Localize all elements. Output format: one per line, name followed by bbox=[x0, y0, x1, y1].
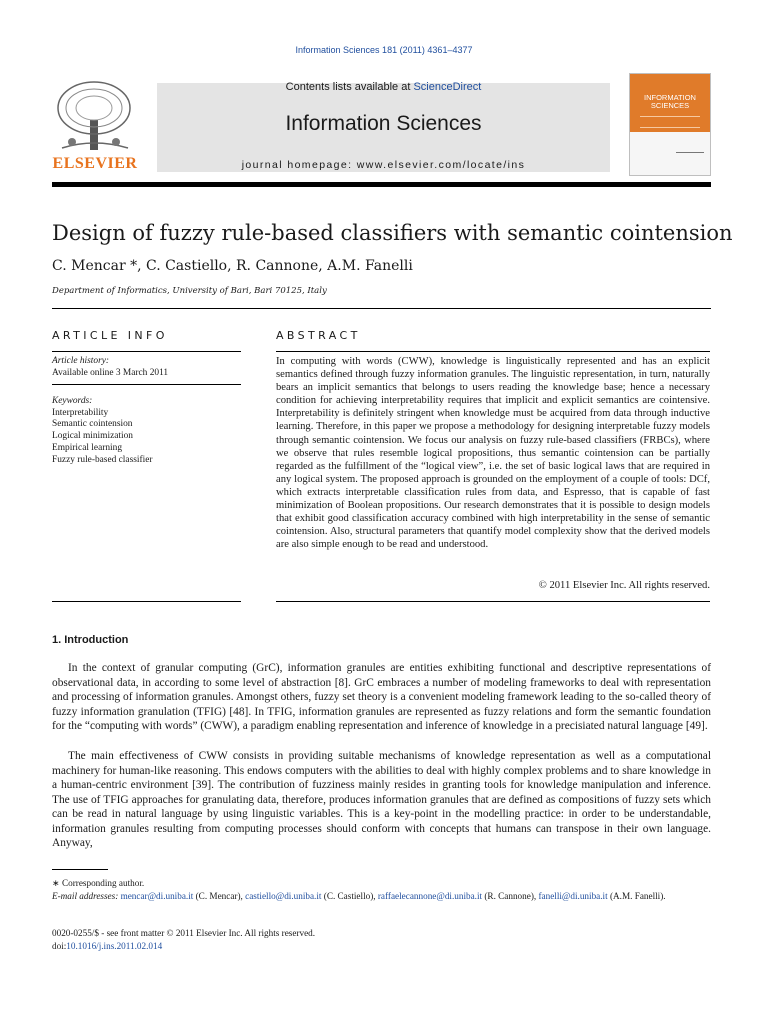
article-authors: C. Mencar *, C. Castiello, R. Cannone, A.M. Fanelli bbox=[52, 258, 413, 274]
title-rule bbox=[52, 308, 711, 309]
email-link[interactable]: mencar@di.uniba.it bbox=[120, 891, 194, 901]
doi-line bbox=[52, 940, 711, 953]
article-affiliation: Department of Informatics, University of Bari, Bari 70125, Italy bbox=[52, 286, 327, 296]
keyword-item: Fuzzy rule-based classifier bbox=[52, 454, 153, 465]
article-history bbox=[52, 356, 241, 379]
journal-citation[interactable]: Information Sciences 181 (2011) 4361–4377 bbox=[295, 45, 473, 55]
abstract-rule-top bbox=[276, 351, 710, 352]
doi-link[interactable]: 10.1016/j.ins.2011.02.014 bbox=[66, 941, 163, 951]
intro-paragraph-2: The main effectiveness of CWW consists in providing suitable mechanisms of knowledge representation as well as a computational machinery for human-like reasoning. This endows computers with the abilities to deal with highly complex problems and to share knowledge in a human-centric environment [39]. The contribution of fuzziness mainly resides in granting tools for knowledge manipulation and inference. The use of TFIG approaches for granulating data, therefore, produces information granules that are defined as compositions of fuzzy sets which can be read in natural language by using linguistic variables. This is a key-point in the modelling practice: in order to be understandable, information granules resulting from computing processes should conform with concepts that humans can transpose in their own language. Anyway, bbox=[52, 750, 711, 849]
contents-line bbox=[157, 81, 610, 93]
cover-decoration bbox=[640, 116, 700, 128]
abstract-text: In computing with words (CWW), knowledge is linguistically represented and has an explicit semantics defined through fuzzy information granules. The linguistic representation, in turn, naturally bears an implicit semantics that belongs to users reading the knowledge base; hence a necessary condition for achieving interpretability requires that implicit and explicit semantics are cointensive. Interpretability is definitely stringent when knowledge must be acquired from data through inductive learning. Therefore, in this paper we propose a methodology for designing interpretable fuzzy models through semantic cointension. We focus our analysis on fuzzy rule-based classifiers (FRBCs), where we observe that rules resemble logical propositions, thus semantic cointension can be partially regarded as the fulfillment of the “logical view”, i.e. the set of basic logical laws that are required in any logical system. The proposed approach is grounded on the employment of a couple of tools: DCf, which extracts interpretable classification rules from data, and Espresso, that is capable of fast minimization of Boolean propositions. Our research demonstrates that it is possible to design models that exhibit good classification accuracy combined with high interpretability in the sense of semantic cointension. Also, structural parameters that quantify model complexity show that the derived models are also simple enough to be read and understood. bbox=[276, 356, 710, 551]
abstract-heading: ABSTRACT bbox=[276, 329, 361, 342]
email-owner: (C. Mencar), bbox=[195, 891, 243, 901]
intro-paragraph-1: In the context of granular computing (GrC), information granules are entities exhibiting functional and descriptive representations of observational data, in according to some level of abstraction [8]. GrC embraces a number of modeling frameworks to deal with representation and processing of information granules. Amongst others, fuzzy set theory is a convenient modeling framework leading to the so-called theory of fuzzy information granulation (TFIG) [48]. In TFIG, information granules are represented as fuzzy relations and form the semantic foundation for the “computing with words” (CWW), a paradigm enabling representation and inference of knowledge in a precisiated natural language [49]. bbox=[52, 662, 711, 732]
keywords-label: Keywords: bbox=[52, 396, 93, 406]
history-value: Available online 3 March 2011 bbox=[52, 367, 169, 378]
history-label: Article history: bbox=[52, 356, 110, 366]
article-info-rule-mid bbox=[52, 384, 241, 385]
abstract-copyright: © 2011 Elsevier Inc. All rights reserved. bbox=[538, 580, 710, 591]
article-title: Design of fuzzy rule-based classifiers with semantic cointension bbox=[52, 221, 733, 245]
contents-prefix: Contents lists available at bbox=[285, 81, 414, 93]
email-link[interactable]: castiello@di.uniba.it bbox=[245, 891, 322, 901]
doi-prefix: doi: bbox=[52, 941, 67, 951]
section-heading-introduction: 1. Introduction bbox=[52, 634, 129, 646]
footnote-emails bbox=[52, 890, 711, 903]
journal-homepage[interactable]: journal homepage: www.elsevier.com/locate/ins bbox=[241, 159, 526, 171]
header-rule bbox=[52, 182, 711, 187]
keyword-item: Interpretability bbox=[52, 407, 109, 418]
front-matter-line: 0020-0255/$ - see front matter © 2011 Elsevier Inc. All rights reserved. bbox=[52, 928, 316, 938]
sciencedirect-link[interactable]: ScienceDirect bbox=[413, 81, 482, 93]
article-info-rule-bottom bbox=[52, 601, 241, 602]
article-info-rule-top bbox=[52, 351, 241, 352]
keyword-item: Semantic cointension bbox=[52, 419, 133, 430]
cover-publisher-mark bbox=[676, 152, 704, 167]
journal-cover bbox=[629, 73, 711, 176]
journal-name: Information Sciences bbox=[285, 112, 482, 135]
email-owner: (A.M. Fanelli). bbox=[609, 891, 666, 901]
email-label: E-mail addresses: bbox=[52, 891, 119, 901]
footnote-corresponding: ∗ Corresponding author. bbox=[52, 878, 145, 888]
keyword-item: Empirical learning bbox=[52, 442, 123, 453]
email-owner: (C. Castiello), bbox=[323, 891, 376, 901]
email-link[interactable]: raffaelecannone@di.uniba.it bbox=[377, 891, 483, 901]
abstract-rule-bottom bbox=[276, 601, 710, 602]
article-info-heading: ARTICLE INFO bbox=[52, 329, 168, 342]
email-owner: (R. Cannone), bbox=[484, 891, 537, 901]
cover-title: INFORMATION SCIENCES bbox=[644, 93, 696, 110]
email-link[interactable]: fanelli@di.uniba.it bbox=[538, 891, 608, 901]
footnote-rule bbox=[52, 869, 108, 870]
keyword-item: Logical minimization bbox=[52, 431, 133, 442]
elsevier-wordmark: ELSEVIER bbox=[52, 155, 138, 172]
keywords-block bbox=[52, 396, 241, 466]
